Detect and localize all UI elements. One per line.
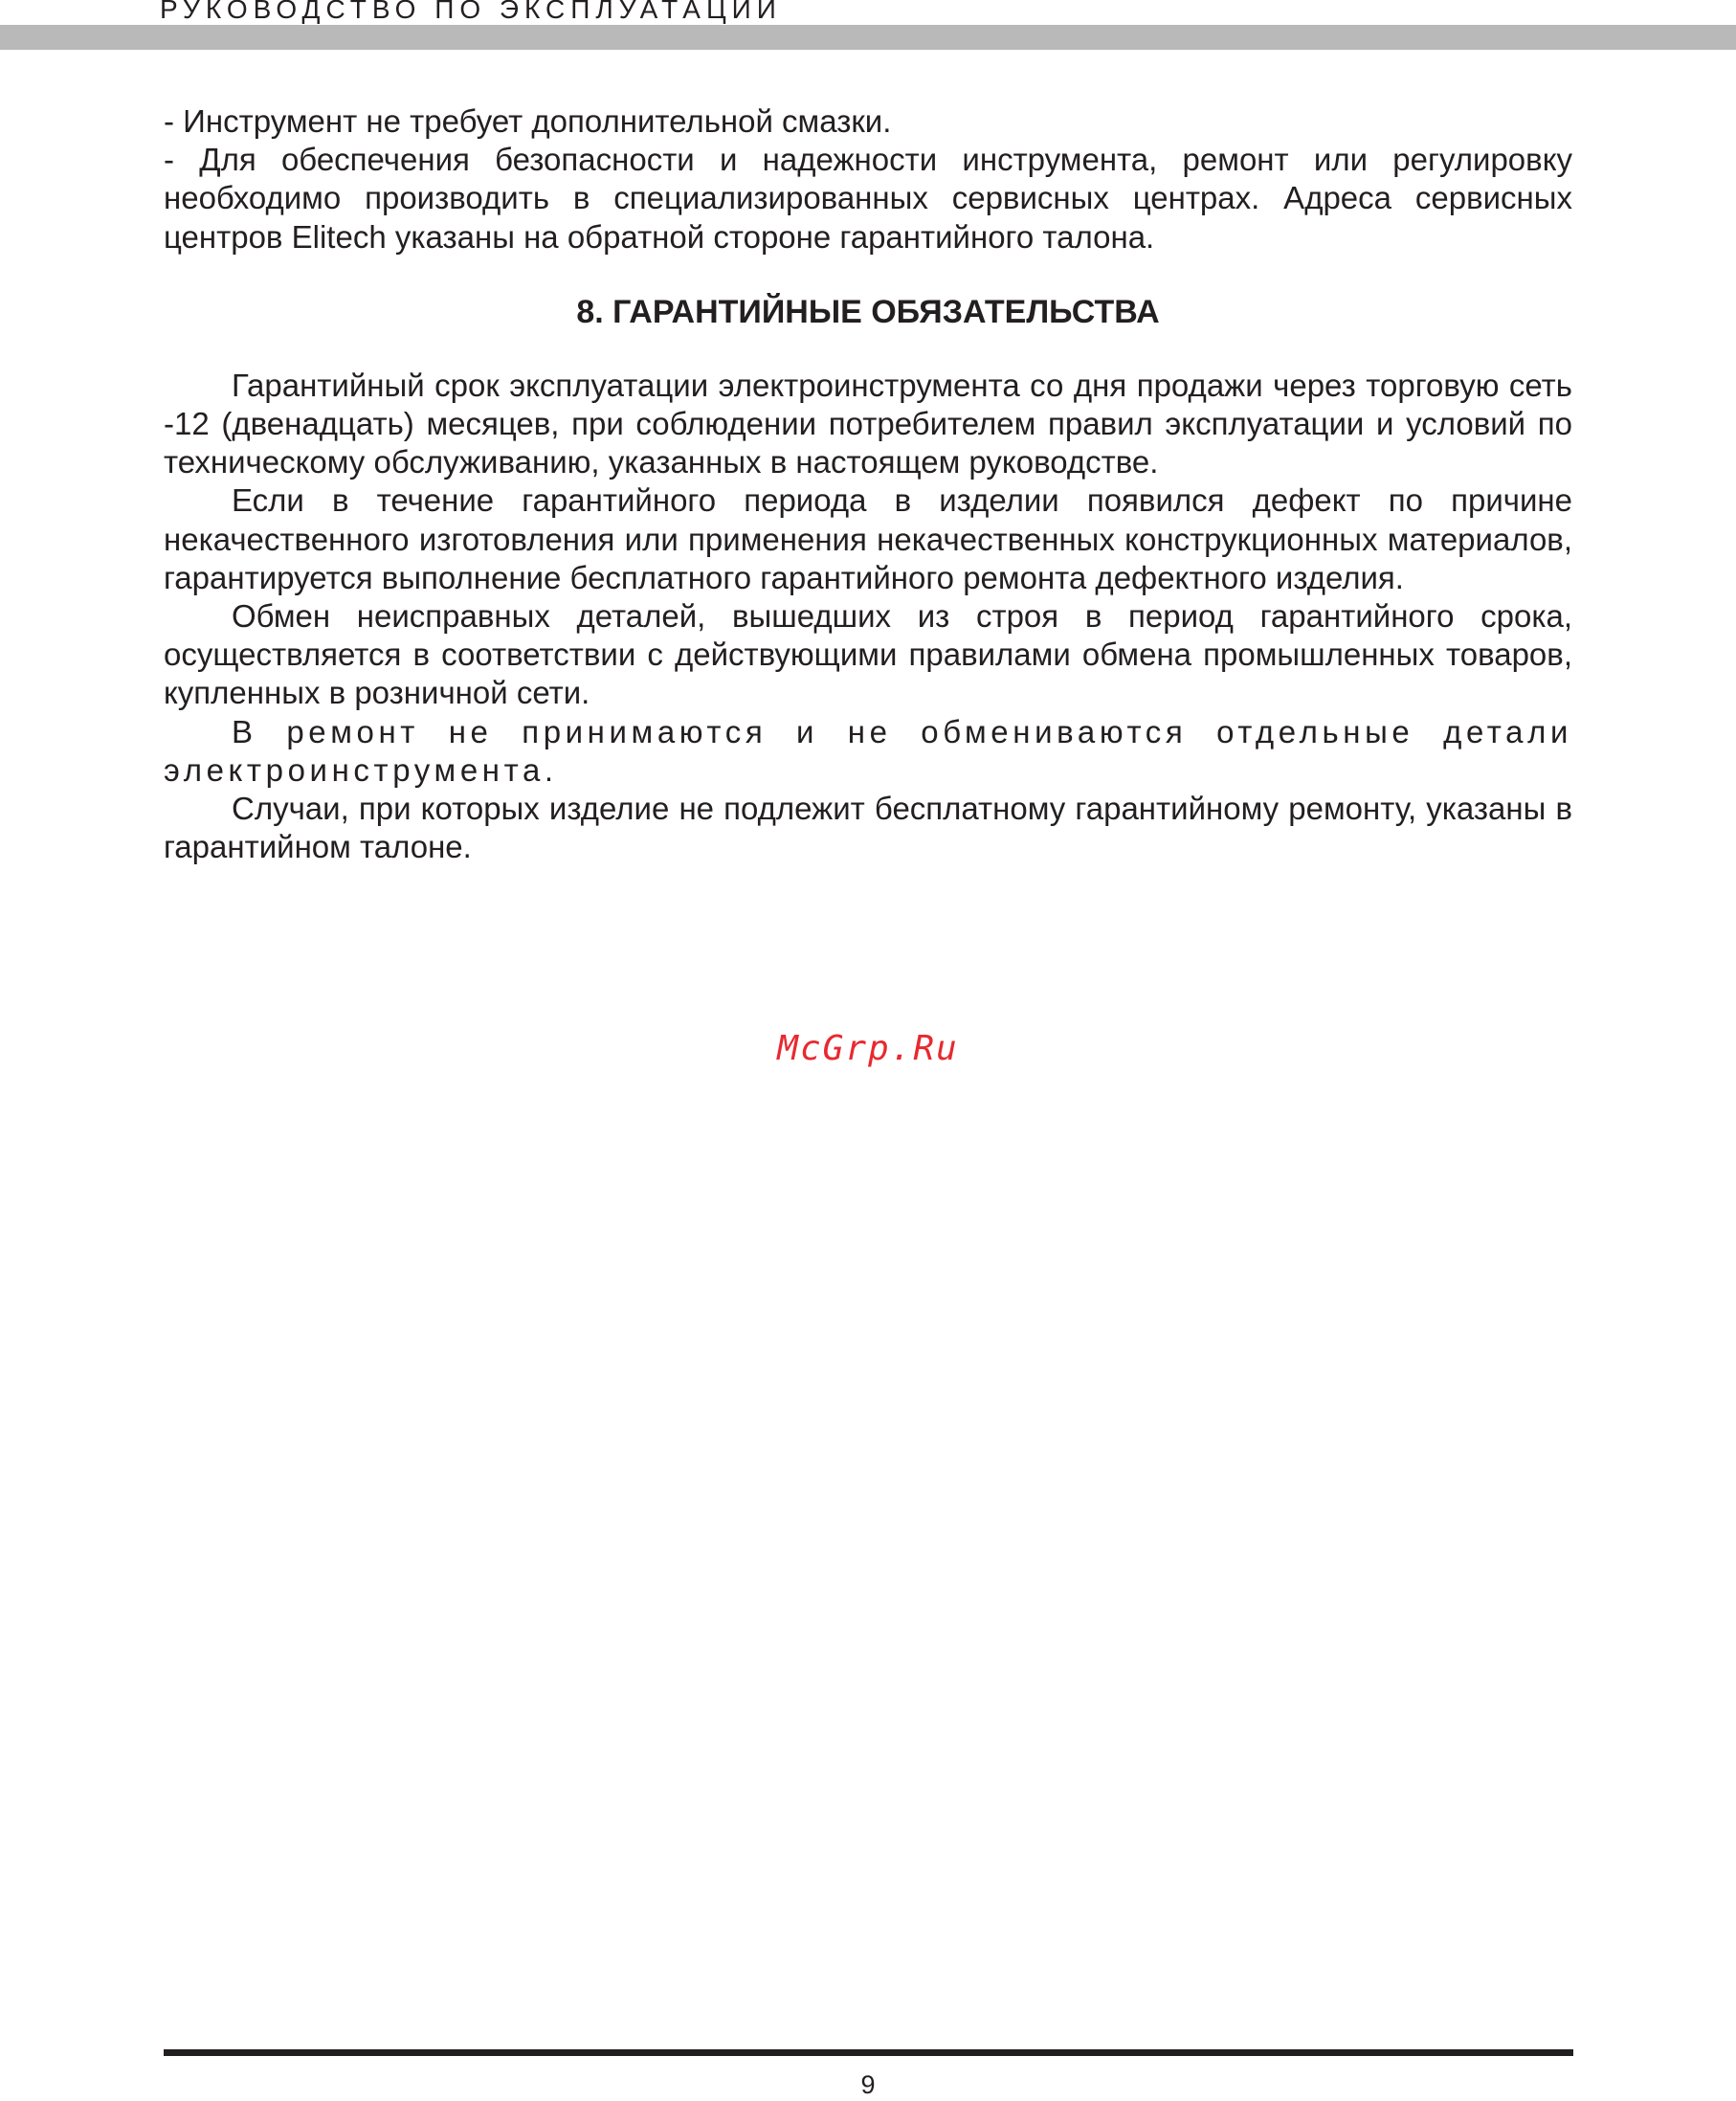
document-header-title: РУКОВОДСТВО ПО ЭКСПЛУАТАЦИИ xyxy=(160,0,782,24)
paragraph-not-accepted: В ремонт не принимаются и не обмениваются отдельные детали электроинструмента. xyxy=(164,713,1572,788)
paragraph-warranty-period: Гарантийный срок эксплуатации электроинструмента со дня продажи через торговую сеть -12 (двенадцать) месяцев, при соблюдении потребителем правил эксплуатации и условий по техническому обслуживанию, указанных в настоящем руководстве. xyxy=(164,367,1572,481)
intro-line-lubrication: - Инструмент не требует дополнительной смазки. xyxy=(164,103,892,139)
paragraph-parts-exchange: Обмен неисправных деталей, вышедших из строя в период гарантийного срока, осуществляется в соответствии с действующими правилами обмена промышленных товаров, купленных в розничной сети. xyxy=(164,598,1572,711)
watermark: McGrp.Ru xyxy=(777,1029,959,1068)
paragraph-exclusions: Случаи, при которых изделие не подлежит бесплатному гарантийному ремонту, указаны в гарантийном талоне. xyxy=(164,791,1572,865)
page-number: 9 xyxy=(860,2070,876,2099)
intro-line-service: - Для обеспечения безопасности и надежности инструмента, ремонт или регулировку необходимо производить в специализированных сервисных центрах. Адреса сервисных центров Elitech указаны на обратной стороне гарантийного талона. xyxy=(164,142,1572,255)
page-content xyxy=(164,102,1572,866)
section-title: 8. ГАРАНТИЙНЫЕ ОБЯЗАТЕЛЬСТВА xyxy=(576,293,1160,330)
paragraph-defect-repair: Если в течение гарантийного периода в изделии появился дефект по причине некачественного изготовления или применения некачественных конструкционных материалов, гарантируется выполнение бесплатного гарантийного ремонта дефектного изделия. xyxy=(164,482,1572,595)
header-bar xyxy=(0,25,1736,50)
footer-rule xyxy=(164,2049,1573,2056)
